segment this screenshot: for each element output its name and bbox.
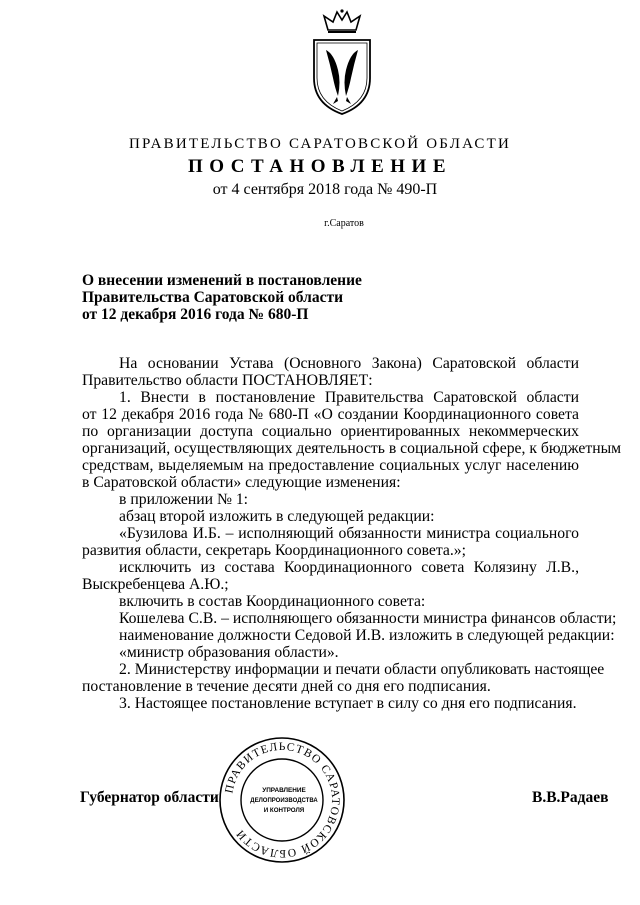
body-line: наименование должности Седовой И.В. изложить в следующей редакции: — [119, 627, 615, 644]
coat-of-arms-icon — [300, 8, 384, 118]
title-line: Правительства Саратовской области — [82, 289, 343, 306]
stamp-ring-text: ПРАВИТЕЛЬСТВО САРАТОВСКОЙ ОБЛАСТИ — [223, 740, 342, 860]
body-line: включить в состав Координационного совета: — [119, 593, 426, 610]
body-line: абзац второй изложить в следующей редакции: — [119, 508, 435, 525]
body-line: в Саратовской области» следующие изменения: — [82, 474, 401, 491]
signature-position: Губернатор области — [80, 789, 219, 806]
body-line: 1. Внести в постановление Правительства Саратовской области — [119, 389, 579, 406]
document-date: от 4 сентября 2018 года № 490-П — [212, 181, 438, 198]
stamp-center-line: И КОНТРОЛЯ — [263, 807, 305, 814]
body-line: средствам, выделяемым на предоставление социальных услуг населению — [82, 457, 579, 474]
body-line: организаций, осуществляющих деятельность в социальной сфере, к бюджетным — [82, 440, 622, 457]
body-line: развития области, секретарь Координационного совета.»; — [82, 542, 466, 559]
stamp-center-line: ДЕЛОПРОИЗВОДСТВА — [250, 798, 318, 804]
document-type: ПОСТАНОВЛЕНИЕ — [187, 156, 453, 177]
title-line: О внесении изменений в постановление — [82, 272, 362, 289]
title-line: от 12 декабря 2016 года № 680-П — [82, 306, 309, 323]
body-line: исключить из состава Координационного совета Колязину Л.В., — [119, 559, 579, 576]
signature-name: В.В.Радаев — [532, 789, 609, 806]
body-line: от 12 декабря 2016 года № 680-П «О создании Координационного совета — [82, 406, 579, 423]
official-stamp — [218, 736, 346, 864]
body-line: На основании Устава (Основного Закона) Саратовской области — [119, 355, 579, 372]
body-line: «министр образования области». — [119, 644, 339, 661]
stamp-center-line: УПРАВЛЕНИЕ — [262, 787, 306, 794]
government-name: ПРАВИТЕЛЬСТВО САРАТОВСКОЙ ОБЛАСТИ — [128, 136, 512, 152]
body-line: 2. Министерству информации и печати области опубликовать настоящее — [119, 661, 605, 678]
body-line: «Бузилова И.Б. – исполняющий обязанности министра социального — [119, 525, 579, 542]
body-line: постановление в течение десяти дней со дня его подписания. — [82, 678, 491, 695]
body-line: по организации доступа социально ориентированных некоммерческих — [82, 423, 579, 440]
body-line: в приложении № 1: — [119, 491, 249, 508]
body-line: Выскребенцева А.Ю.; — [82, 576, 229, 593]
body-line: Правительство области ПОСТАНОВЛЯЕТ: — [82, 372, 373, 389]
document-city: г.Саратов — [324, 218, 364, 229]
body-line: Кошелева С.В. – исполняющего обязанности министра финансов области; — [119, 610, 617, 627]
body-line: 3. Настоящее постановление вступает в силу со дня его подписания. — [119, 695, 577, 712]
